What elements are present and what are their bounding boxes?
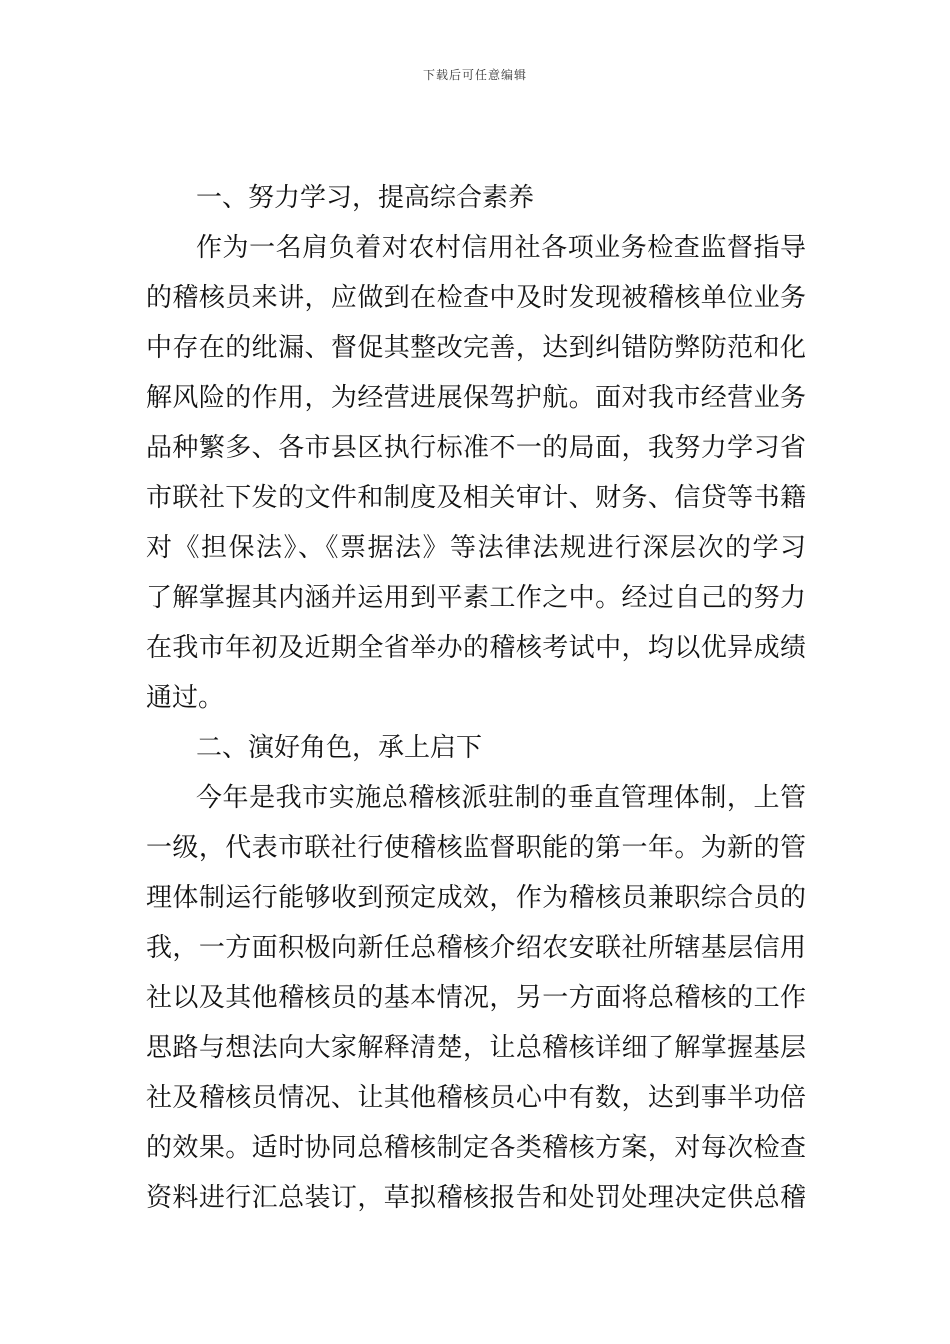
paragraph-line: 理体制运行能够收到预定成效，作为稽核员兼职综合员的 <box>146 883 806 913</box>
paragraph-line: 对《担保法》、《票据法》等法律法规进行深层次的学习 <box>146 533 806 563</box>
paragraph-line: 社及稽核员情况、让其他稽核员心中有数，达到事半功倍 <box>146 1083 806 1113</box>
paragraph-line: 的稽核员来讲，应做到在检查中及时发现被稽核单位业务 <box>146 283 806 313</box>
header-note: 下载后可任意编辑 <box>422 68 527 82</box>
paragraph-line: 今年是我市实施总稽核派驻制的垂直管理体制，上管 <box>196 783 806 813</box>
paragraph-line: 在我市年初及近期全省举办的稽核考试中，均以优异成绩 <box>146 633 806 663</box>
paragraph-line: 品种繁多、各市县区执行标准不一的局面，我努力学习省 <box>146 433 806 463</box>
paragraph-line: 了解掌握其内涵并运用到平素工作之中。经过自己的努力 <box>146 583 806 613</box>
section-heading-2: 二、演好角色，承上启下 <box>196 733 483 763</box>
paragraph-line: 作为一名肩负着对农村信用社各项业务检查监督指导 <box>196 233 806 263</box>
paragraph-line: 资料进行汇总装订，草拟稽核报告和处罚处理决定供总稽 <box>146 1183 806 1213</box>
paragraph-line: 通过。 <box>146 683 225 713</box>
paragraph-line: 思路与想法向大家解释清楚，让总稽核详细了解掌握基层 <box>146 1033 806 1063</box>
paragraph-line: 中存在的纰漏、督促其整改完善，达到纠错防弊防范和化 <box>146 333 806 363</box>
paragraph-line: 市联社下发的文件和制度及相关审计、财务、信贷等书籍 <box>146 483 806 513</box>
paragraph-line: 一级，代表市联社行使稽核监督职能的第一年。为新的管 <box>146 833 806 863</box>
section-heading-1: 一、努力学习，提高综合素养 <box>196 183 535 213</box>
paragraph-line: 的效果。适时协同总稽核制定各类稽核方案，对每次检查 <box>146 1133 806 1163</box>
paragraph-line: 社以及其他稽核员的基本情况，另一方面将总稽核的工作 <box>146 983 806 1013</box>
paragraph-line: 解风险的作用，为经营进展保驾护航。面对我市经营业务 <box>146 383 806 413</box>
paragraph-line: 我，一方面积极向新任总稽核介绍农安联社所辖基层信用 <box>146 933 806 963</box>
